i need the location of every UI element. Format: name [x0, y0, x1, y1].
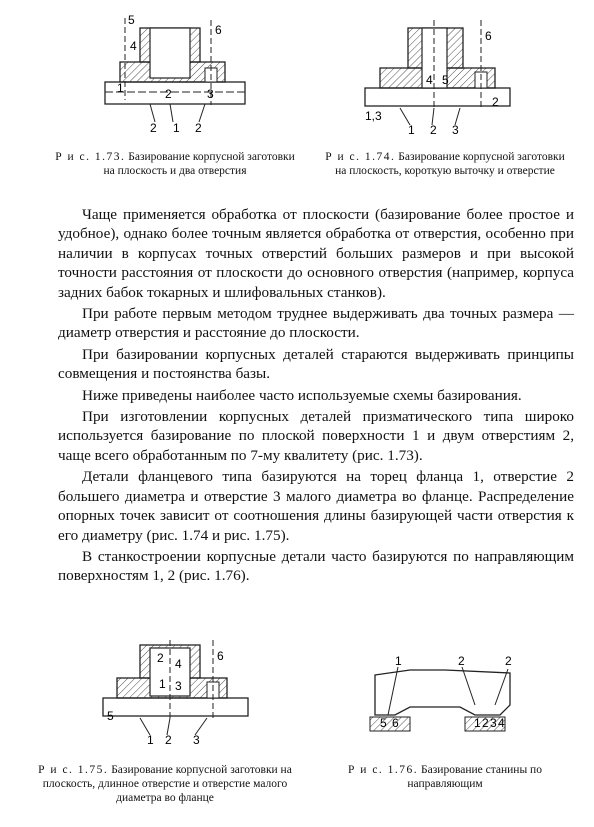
- figure-1-75-drawing: [95, 640, 255, 750]
- paragraph-3: При базировании корпусных деталей стараются выдерживать принципы совмещения и постоянства базы.: [58, 345, 574, 383]
- figure-1-73-caption-label: Р и с. 1.73.: [55, 151, 126, 163]
- figure-1-76-caption: [330, 763, 560, 791]
- paragraph-1: Чаще применяется обработка от плоскости (базирование более простое и удобное), однако более точным является обработка от отверстия, особенно при наличии в корпусах точных отверстий больших размеров и при высокой точности расстояния от плоскости до основного отверстия (например, корпуса задних бабок токарных и шлифовальных станков).: [58, 206, 574, 301]
- fig174-label-6: 6: [485, 29, 492, 43]
- fig176-label-2a: 2: [458, 655, 465, 668]
- fig175-label-2b: 2: [165, 733, 172, 747]
- figure-1-74-caption-label: Р и с. 1.74.: [325, 151, 396, 163]
- figure-1-74-caption-text: Базирование корпусной заготовки на плоскость, короткую выточку и отверстие: [335, 151, 565, 177]
- fig176-label-2b: 2: [505, 655, 512, 668]
- paragraph-4: Ниже приведены наиболее часто используемые схемы базирования.: [82, 386, 522, 404]
- fig174-label-1: 1: [408, 123, 415, 135]
- paragraph-6: Детали фланцевого типа базируются на торец фланца 1, отверстие 2 большего диаметра и отверстие 3 малого диаметра во фланце. Распределение опорных точек зависит от соотношения длины базирующей части отверстия к его диаметру (рис. 1.74 и рис. 1.75).: [58, 468, 574, 544]
- fig176-label-5: 5: [380, 716, 387, 730]
- fig176-label-1b: 1: [474, 716, 481, 730]
- figure-1-75: [95, 640, 255, 750]
- figure-1-73-caption: [55, 150, 295, 178]
- figure-1-76-caption-label: Р и с. 1.76.: [348, 764, 419, 776]
- fig174-label-2a: 2: [492, 95, 499, 109]
- fig173-label-4: 4: [130, 39, 137, 53]
- fig173-label-5: 5: [128, 13, 135, 27]
- fig173-label-2a: 2: [165, 87, 172, 101]
- figure-1-74: [360, 10, 520, 135]
- fig175-label-2: 2: [157, 651, 164, 665]
- fig175-label-3a: 3: [175, 679, 182, 693]
- fig175-label-5: 5: [107, 709, 114, 723]
- fig175-label-1a: 1: [159, 677, 166, 691]
- fig175-label-6: 6: [217, 649, 224, 663]
- fig176-label-6: 6: [392, 716, 399, 730]
- fig173-label-2b: 2: [150, 121, 157, 135]
- fig173-label-6: 6: [215, 23, 222, 37]
- fig176-label-2c: 2: [482, 716, 489, 730]
- paragraph-5: При изготовлении корпусных деталей призматического типа широко используется базирование по плоской поверхности 1 и двум отверстиям 2, чаще всего обработанным по 7-му квалитету (рис. 1.73).: [58, 408, 574, 464]
- fig174-label-1-3: 1,3: [365, 109, 382, 123]
- figure-1-76: [350, 655, 530, 745]
- fig173-label-3: 3: [207, 87, 214, 101]
- figure-1-75-caption-text: Базирование корпусной заготовки на плоскость, длинное отверстие и отверстие малого диаметра во фланце: [42, 764, 292, 804]
- figure-1-75-caption: [30, 763, 300, 805]
- fig174-label-2b: 2: [430, 123, 437, 135]
- fig176-label-3: 3: [490, 716, 497, 730]
- fig175-label-4: 4: [175, 657, 182, 671]
- figure-1-73-caption-text: Базирование корпусной заготовки на плоскость и два отверстия: [103, 151, 295, 177]
- fig173-label-1a: 1: [117, 81, 124, 95]
- figure-1-76-caption-text: Базирование станины по направляющим: [407, 764, 542, 790]
- body-text: [58, 205, 574, 588]
- figure-1-76-drawing: [350, 655, 530, 745]
- fig176-label-1: 1: [395, 655, 402, 668]
- figure-1-75-caption-label: Р и с. 1.75.: [38, 764, 109, 776]
- figure-1-74-caption: [325, 150, 565, 178]
- fig175-label-3b: 3: [193, 733, 200, 747]
- fig174-label-4: 4: [426, 73, 433, 87]
- fig173-label-2c: 2: [195, 121, 202, 135]
- figure-1-73-drawing: [95, 10, 255, 135]
- paragraph-7: В станкостроении корпусные детали часто базируются по направляющим поверхностям 1, 2 (рис. 1.76).: [58, 547, 574, 585]
- fig175-label-1b: 1: [147, 733, 154, 747]
- fig174-label-3: 3: [452, 123, 459, 135]
- figure-1-73: [95, 10, 255, 135]
- paragraph-2: При работе первым методом труднее выдерживать два точных размера — диаметр отверстия и расстояние до плоскости.: [58, 305, 574, 342]
- fig176-label-4: 4: [498, 716, 505, 730]
- figure-1-74-drawing: [360, 10, 520, 135]
- fig174-label-5: 5: [442, 73, 449, 87]
- fig173-label-1b: 1: [173, 121, 180, 135]
